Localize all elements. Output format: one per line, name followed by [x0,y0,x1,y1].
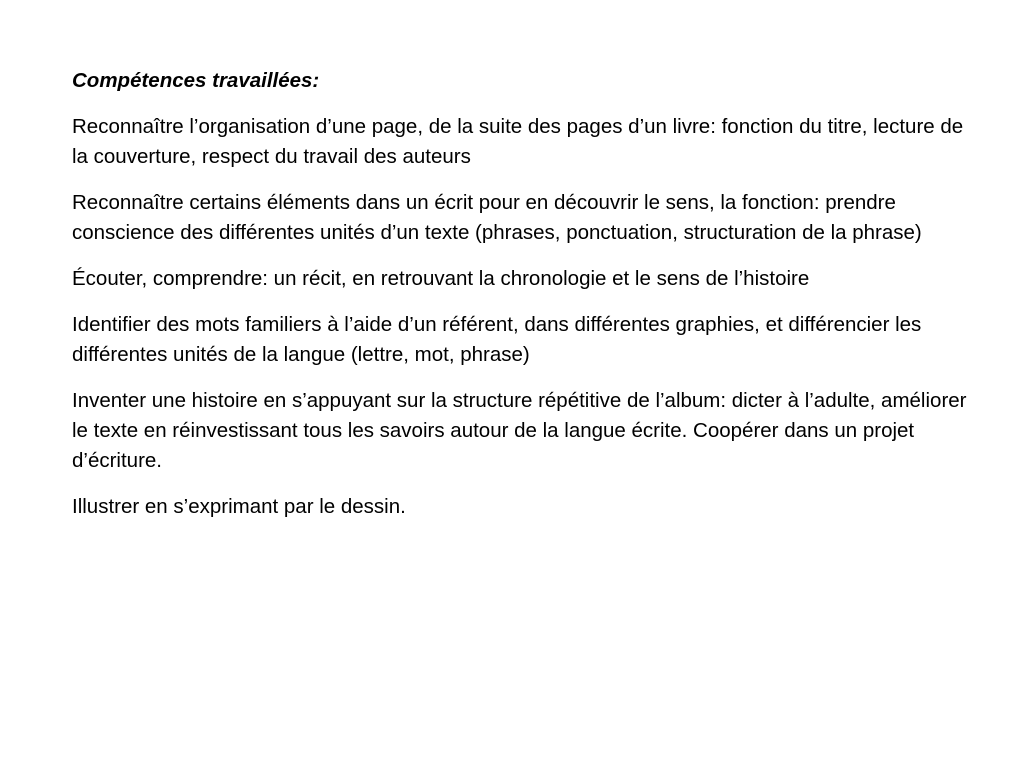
slide-content [72,66,972,538]
competence-paragraph: Inventer une histoire en s’appuyant sur la structure répétitive de l’album: dicter à l’adulte, améliorer le texte en réinvestissant tous les savoirs autour de la langue écrite. Coopérer dans un projet d’écriture. [72,389,967,472]
competence-paragraph: Illustrer en s’exprimant par le dessin. [72,495,406,518]
competence-paragraph: Écouter, comprendre: un récit, en retrouvant la chronologie et le sens de l’histoire [72,267,810,290]
competence-paragraph: Identifier des mots familiers à l’aide d’un référent, dans différentes graphies, et différencier les différentes unités de la langue (lettre, mot, phrase) [72,313,922,366]
section-heading: Compétences travaillées: [72,69,320,92]
competence-paragraph: Reconnaître l’organisation d’une page, de la suite des pages d’un livre: fonction du titre, lecture de la couverture, respect du travail des auteurs [72,115,964,168]
competence-paragraph: Reconnaître certains éléments dans un écrit pour en découvrir le sens, la fonction: prendre conscience des différentes unités d’un texte (phrases, ponctuation, structuration de la phrase) [72,191,922,244]
